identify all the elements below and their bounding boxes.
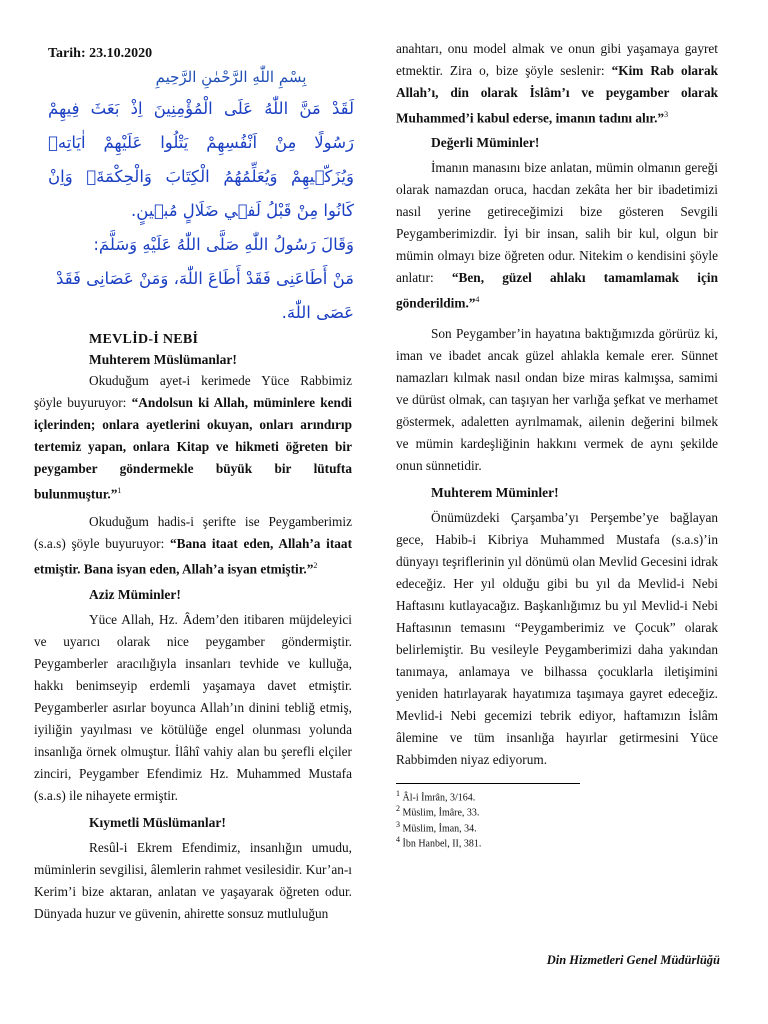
- arabic-hadith: مَنْ أَطَاعَنِى فَقَدْ أَطَاعَ اللّٰهَ، وَمَنْ عَصَانِى فَقَدْ عَصَى اللّٰهَ.: [56, 269, 354, 322]
- section-heading: Muhterem Müslümanlar!: [89, 352, 237, 367]
- footnote: $^2$ Müslim, İmâre, 33.: [396, 804, 480, 819]
- arabic-hadith-intro: وَقَالَ رَسُولُ اللّٰهِ صَلَّى اللّٰهُ عَلَيْهِ وَسَلَّمَ:: [93, 235, 354, 254]
- paragraph: anahtarı, onu model almak ve onun gibi yaşamaya gayret etmektir. Zira o, bize şöyle seslenir: “Kim Rab olarak Allah’ı, din olarak İslâm’ı ve peygamber olarak Muhammed’i kabul ederse, imanın tadını alır.”$^3$: [396, 41, 718, 126]
- arabic-block: [48, 68, 354, 330]
- paragraph: Yüce Allah, Hz. Âdem’den itibaren müjdeleyici ve uyarıcı olarak nice peygamber göndermiştir. Peygamberler aracılığıyla insanları tevhide ve kulluğa, hakkı benimseyip erdemli yaşamaya davet etmiştir. Peygamberler asırlar boyunca Allah’ın dinini tebliğ etmiş, iyiliğin yayılması ve kötülüğe engel olunması yolunda insanlığa örnek olmuştur. İlâhî vahiy alan bu şerefli elçiler zinciri, Peygamber Efendimiz Hz. Muhammed Mustafa (s.a.s) ile nihayete ermiştir.: [34, 611, 352, 803]
- section-heading: Kıymetli Müslümanlar!: [89, 814, 226, 830]
- left-column: [34, 40, 352, 931]
- sermon-title: MEVLİD-İ NEBİ: [89, 332, 199, 347]
- footnote: $^1$ Âl-i İmrân, 3/164.: [396, 788, 476, 804]
- footnote: $^3$ Müslim, İman, 34.: [396, 819, 477, 834]
- basmala: بِسْمِ اللّٰهِ الرَّحْمٰنِ الرَّحِيمِ: [155, 68, 307, 86]
- signature: Din Hizmetleri Genel Müdürlüğü: [546, 953, 720, 967]
- footnote: $^4$ İbn Hanbel, II, 381.: [396, 834, 482, 850]
- arabic-ayah: لَقَدْ مَنَّ اللّٰهُ عَلَى الْمُؤْمِنِينَ اِذْ بَعَثَ فِيهِمْ رَسُولًا مِنْ اَنْفُسِهِمْ يَتْلُوا عَلَيْهِمْ اٰيَاتِه۪ وَيُزَكّ۪يهِمْ وَيُعَلِّمُهُمُ الْكِتَابَ وَالْحِكْمَةَۚ وَاِنْ كَانُوا مِنْ قَبْلُ لَف۪ي ضَلَالٍ مُب۪ينٍ.: [48, 99, 354, 220]
- paragraph: Okuduğum ayet-i kerimede Yüce Rabbimiz şöyle buyuruyor: “Andolsun ki Allah, müminlere kendi içlerinden; onlara ayetlerini okuyan, onları arındırıp tertemiz yapan, onlara Kitap ve hikmeti öğreten bir peygamber göndermekle büyük bir lütufta bulunmuştur.”$^1$: [34, 373, 352, 502]
- section-heading: Değerli Müminler!: [431, 135, 540, 151]
- footnote-divider: [396, 783, 580, 784]
- paragraph: Önümüzdeki Çarşamba’yı Perşembe’ye bağlayan gece, Habib-i Kibriya Muhammed Mustafa (s.a.s)’in dünyayı teşriflerinin yıl dönümü olan Mevlid Gecesini idrak edeceğiz. Her yıl olduğu gibi bu yıl da Mevlid-i Nebi Haftasını kutlayacağız. Başkanlığımız bu yıl Mevlid-i Nebi Haftasının temasını “Peygamberimiz ve Çocuk” olarak belirlemiştir. Bu vesileyle Peygamberimizi daha yakından tanımaya, anlamaya ve bilhassa çocuklarla iletişimini yeniden hatırlayarak hayatımıza taşımaya gayret edeceğiz. Mevlid-i Nebi gecemizi tebrik ediyor, haftamızın İslâm âlemine ve tüm insanlığa hayırlar getirmesini Yüce Rabbimden niyaz ediyorum.: [396, 509, 718, 767]
- section-heading: Aziz Müminler!: [89, 586, 181, 602]
- sermon-date: Tarih: 23.10.2020: [48, 46, 153, 61]
- paragraph: Okuduğum hadis-i şerifte ise Peygamberimiz (s.a.s) şöyle buyuruyor: “Bana itaat eden, Allah’a itaat etmiştir. Bana isyan eden, Allah’a isyan etmiştir.”$^2$: [34, 514, 353, 577]
- paragraph: Son Peygamber’in hayatına baktığımızda görürüz ki, iman ve ibadet ancak güzel ahlakla kemale erer. Sünnet namazları kılmak nasıl ondan bize miras kalmışsa, samimi ve dürüst olmak, can taşıyan her varlığa şefkat ve merhamet göstermek, adaletten ayrılmamak, ailenin değerini bilmek ve mümin kardeşliğinin hakkını vermek de aynı şekilde onun sünnetidir.: [396, 325, 718, 473]
- footnotes: [396, 788, 718, 849]
- right-column: [396, 38, 718, 849]
- section-heading: Muhterem Müminler!: [431, 484, 559, 500]
- paragraph: Resûl-i Ekrem Efendimiz, insanlığın umudu, müminlerin sevgilisi, âlemlerin rahmet vesilesidir. Kur’an-ı Kerim’i bize aktaran, anlatan ve yaşayarak öğreten odur. Dünyada huzur ve güvenin, ahirette sonsuz mutluluğun: [34, 839, 352, 921]
- paragraph: İmanın manasını bize anlatan, mümin olmanın gereği olarak namazdan oruca, hacdan zekâta her bir ibadetimizi nasıl yerine getireceğimizi bize gösteren Sevgili Peygamberimizdir. İyi bir insan, salih bir kul, olgun bir mümin olmayı bize öğreten odur. Nitekim o kendisini şöyle anlatır: “Ben, güzel ahlakı tamamlamak için gönderildim.”$^4$: [396, 160, 718, 311]
